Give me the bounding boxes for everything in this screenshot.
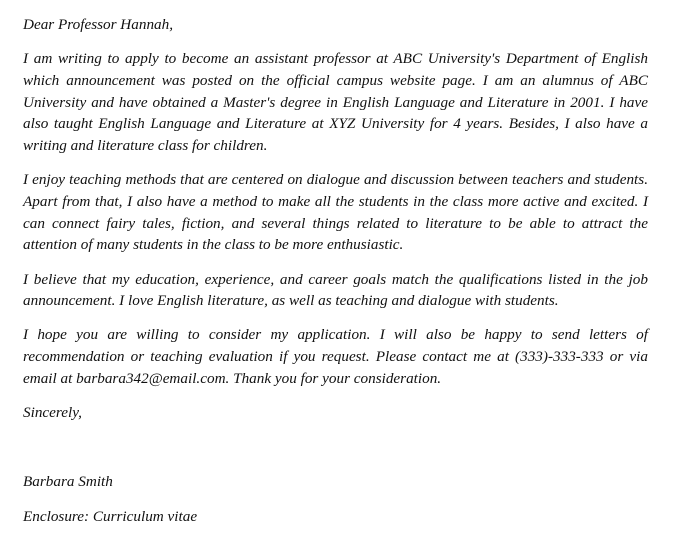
signature-name: Barbara Smith [23, 472, 113, 490]
cover-letter [23, 14, 648, 528]
enclosure-note: Enclosure: Curriculum vitae [23, 508, 198, 526]
body-paragraph-qualifications: I believe that my education, experience, and career goals match the qualifications listed in the job announcement. I love English literature, as well as teaching and dialogue with students. [23, 270, 648, 310]
salutation: Dear Professor Hannah, [23, 16, 174, 33]
body-paragraph-teaching-methods: I enjoy teaching methods that are centered on dialogue and discussion between teachers and students. Apart from that, I also have a method to make all the students in the class more active and excited. I can connect fairy tales, fiction, and several things related to literature to be able to attract the attention of many students in the class to be more enthusiastic. [23, 171, 648, 254]
body-paragraph-contact: I hope you are willing to consider my application. I will also be happy to send letters of recommendation or teaching evaluation if you request. Please contact me at (333)-333-333 or via email at barbara342@email.com. Thank you for your consideration. [23, 326, 648, 387]
body-paragraph-application: I am writing to apply to become an assistant professor at ABC University's Department of English which announcement was posted on the official campus website page. I am an alumnus of ABC University and have obtained a Master's degree in English Language and Literature in 2001. I have also taught English Language and Literature at XYZ University for 4 years. Besides, I also have a writing and literature class for children. [23, 50, 648, 155]
closing: Sincerely, [23, 404, 82, 422]
